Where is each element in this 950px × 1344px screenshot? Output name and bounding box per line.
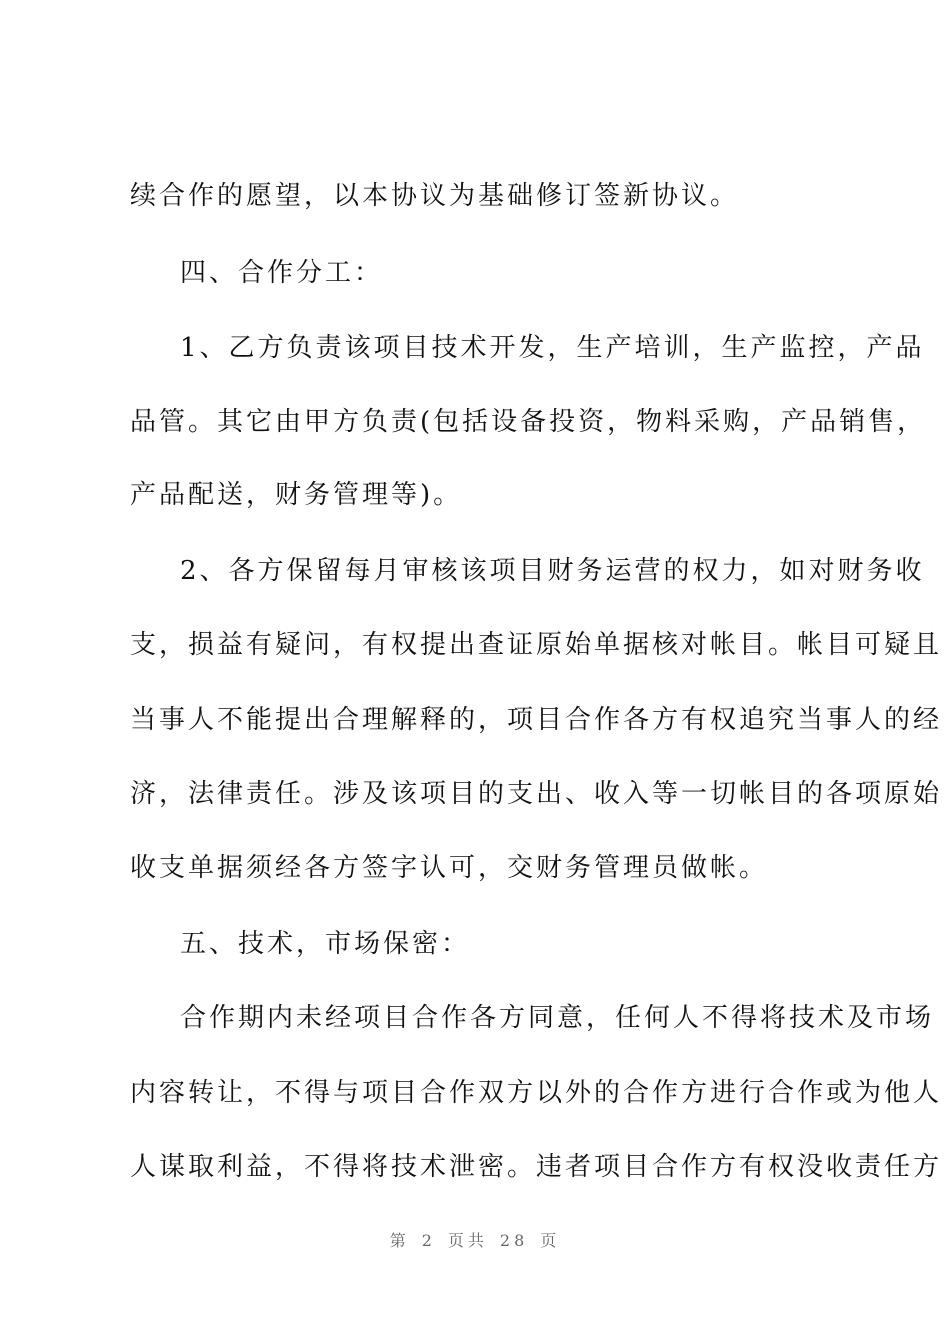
page-label-prefix: 第 xyxy=(389,1231,410,1250)
text-line-7: 支，损益有疑问，有权提出查证原始单据核对帐目。帐目可疑且 xyxy=(130,630,943,660)
text-line-10: 收支单据须经各方签字认可，交财务管理员做帐。 xyxy=(130,853,769,883)
page-label-mid: 页共 xyxy=(447,1231,488,1250)
text-line-13: 内容转让，不得与项目合作双方以外的合作方进行合作或为他人 xyxy=(130,1078,943,1108)
page-footer xyxy=(0,1228,950,1251)
text-line-6: 2、各方保留每月审核该项目财务运营的权力，如对财务收 xyxy=(180,556,925,586)
current-page-number: 2 xyxy=(421,1231,436,1250)
page-label-suffix: 页 xyxy=(540,1231,561,1250)
text-line-5: 产品配送，财务管理等)。 xyxy=(130,480,463,510)
text-line-9: 济，法律责任。涉及该项目的支出、收入等一切帐目的各项原始 xyxy=(130,779,943,809)
text-line-4: 品管。其它由甲方负责(包括设备投资，物料采购，产品销售， xyxy=(130,407,927,437)
text-line-1: 续合作的愿望，以本协议为基础修订签新协议。 xyxy=(130,181,740,211)
section-heading-4: 四、合作分工： xyxy=(180,258,384,288)
section-heading-5: 五、技术，市场保密： xyxy=(180,929,471,959)
text-line-8: 当事人不能提出合理解释的，项目合作各方有权追究当事人的经 xyxy=(130,705,943,735)
text-line-3: 1、乙方负责该项目技术开发，生产培训，生产监控，产品 xyxy=(180,333,925,363)
total-pages-number: 28 xyxy=(499,1231,529,1250)
text-line-14: 人谋取利益，不得将技术泄密。违者项目合作方有权没收责任方 xyxy=(130,1152,943,1182)
text-line-12: 合作期内未经项目合作各方同意，任何人不得将技术及市场 xyxy=(180,1003,935,1033)
